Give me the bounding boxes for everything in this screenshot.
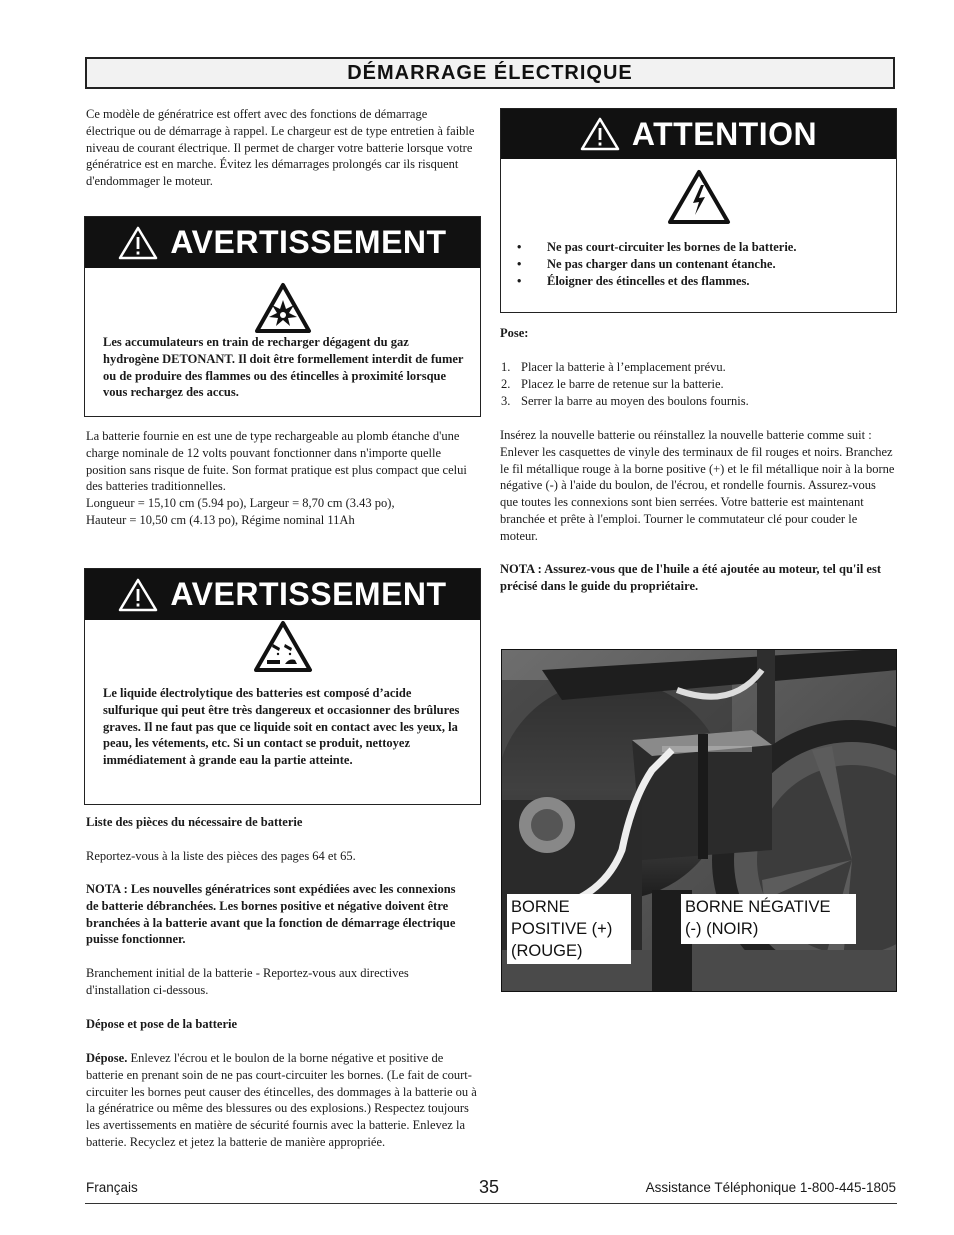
list-item: 2. Placez le barre de retenue sur la batterie. xyxy=(501,376,724,391)
attention-box xyxy=(500,108,897,313)
battery-description-text: La batterie fournie en est une de type rechargeable au plomb étanche d'une charge nominale de 12 volts pouvant fonctionner dans n'importe quelle position sans risque de fuite. Son format pratique est plus compact que celui des batteries traditionnelles. xyxy=(86,429,467,494)
warning-box-electrolyte xyxy=(84,568,481,805)
attention-label: ATTENTION xyxy=(631,115,818,152)
list-item: 1. Placer la batterie à l’emplacement prévu. xyxy=(501,360,726,374)
electric-shock-icon xyxy=(667,169,731,225)
footer-language: Français xyxy=(86,1180,138,1195)
warning-triangle-icon xyxy=(118,226,158,260)
removal-paragraph xyxy=(86,1050,480,1151)
warning-text: Les accumulateurs en train de recharger dégagent du gaz hydrogène DETONANT. Il doit être formellement interdit de fumer ou de produire des flammes ou des étincelles à proximité lorsque vous rechargez des accus. xyxy=(103,335,464,400)
warning-label: AVERTISSEMENT xyxy=(170,224,447,260)
removal-heading: Dépose et pose de la batterie xyxy=(86,1017,238,1031)
removal-text: Enlevez l'écrou et le boulon de la borne négative et positive de batterie en prenant soin de ne pas court-circuiter les bornes. (Le fait de court-circuiter les bornes peut causer des étincelles, des dommages à la batterie ou à la génératrice ou même des blessures ou des explosions.) Respectez toujours les avertissements en matière de sécurité fournis avec la batterie. Enlevez la batterie. Recyclez et jetez la batterie de manière appropriée. xyxy=(86,1051,477,1149)
install-paragraph: Insérez la nouvelle batterie ou réinstallez la nouvelle batterie comme suit : Enlever les casquettes de vinyle des terminaux de fil rouges et noirs. Branchez le fil métallique rouge à la borne positive (+) et le fil métallique noir à la borne négative (-) à l'aide du boulon, de l'écrou, et rondelle fournis. Assurez-vous que toutes les connexions sont bien serrées. Votre batterie est maintenant branchée et prête à l'emploi. Tourner le commutateur clé pour couder le moteur. xyxy=(500,428,895,543)
warning-triangle-icon xyxy=(580,117,620,151)
nota-oil: NOTA : Assurez-vous que de l'huile a été ajoutée au moteur, tel qu'il est précisé dans le guide du propriétaire. xyxy=(500,562,882,593)
explosion-icon xyxy=(254,282,312,334)
corrosive-icon xyxy=(253,620,313,674)
nota-connections: NOTA : Les nouvelles génératrices sont expédiées avec les connexions de batterie débranchées. Les bornes positive et négative doivent être branchées à la batterie avant que la fonction de démarrage électrique puisse fonctionner. xyxy=(86,882,456,947)
corrosive-symbol xyxy=(85,620,480,674)
list-item: • Ne pas court-circuiter les bornes de la batterie. xyxy=(517,240,797,254)
parts-reference: Reportez-vous à la liste des pièces des pages 64 et 65. xyxy=(86,849,356,863)
callout-positive-terminal: BORNE POSITIVE (+) (ROUGE) xyxy=(507,894,631,964)
page-title: DÉMARRAGE ÉLECTRIQUE xyxy=(347,61,633,84)
warning-text: Le liquide électrolytique des batteries est composé d’acide sulfurique qui peut être très dangereux et occasionner des brûlures graves. Il ne faut pas que ce liquide soit en contact avec les yeux, la peau, les vétements, etc. Si un contact se produit, nettoyez immédiatement à grande eau la partie atteinte. xyxy=(103,686,460,768)
warning-header xyxy=(85,217,480,268)
removal-lead: Dépose. xyxy=(86,1051,128,1065)
page-title-box xyxy=(85,57,895,89)
electric-shock-symbol xyxy=(501,169,896,225)
intro-paragraph: Ce modèle de génératrice est offert avec des fonctions de démarrage électrique ou de démarrage à rappel. Le chargeur est de type entretien à faible niveau de courant électrique. Il permet de charger votre batterie lorsque votre génératrice est en marche. Évitez les démarrages prolongés car ils risquent d'endommager le moteur. xyxy=(86,107,475,189)
warning-triangle-icon xyxy=(118,578,158,612)
footer-divider xyxy=(85,1203,897,1204)
warning-box-hydrogen xyxy=(84,216,481,417)
initial-connection-text: Branchement initial de la batterie - Reportez-vous aux directives d'installation ci-dessous. xyxy=(86,966,409,997)
battery-photo xyxy=(501,649,897,992)
warning-label: AVERTISSEMENT xyxy=(170,576,447,612)
footer-phone: Assistance Téléphonique 1-800-445-1805 xyxy=(645,1180,896,1195)
battery-description xyxy=(86,428,480,529)
list-item: • Éloigner des étincelles et des flammes. xyxy=(517,273,750,288)
list-item: • Ne pas charger dans un contenant étanche. xyxy=(517,256,776,271)
attention-header xyxy=(501,109,896,159)
pose-heading: Pose: xyxy=(500,326,529,340)
page-number: 35 xyxy=(479,1177,500,1197)
battery-dimensions-2: Hauteur = 10,50 cm (4.13 po), Régime nominal 11Ah xyxy=(86,512,355,527)
warning-header xyxy=(85,569,480,620)
explosion-symbol xyxy=(85,282,480,334)
list-item: 3. Serrer la barre au moyen des boulons fournis. xyxy=(501,393,749,408)
pose-steps xyxy=(501,359,895,409)
parts-heading: Liste des pièces du nécessaire de batterie xyxy=(86,815,303,829)
callout-negative-terminal: BORNE NÉGATIVE (-) (NOIR) xyxy=(681,894,856,944)
battery-dimensions-1: Longueur = 15,10 cm (5.94 po), Largeur = 8,70 cm (3.43 po), xyxy=(86,496,395,511)
attention-list xyxy=(501,239,891,289)
